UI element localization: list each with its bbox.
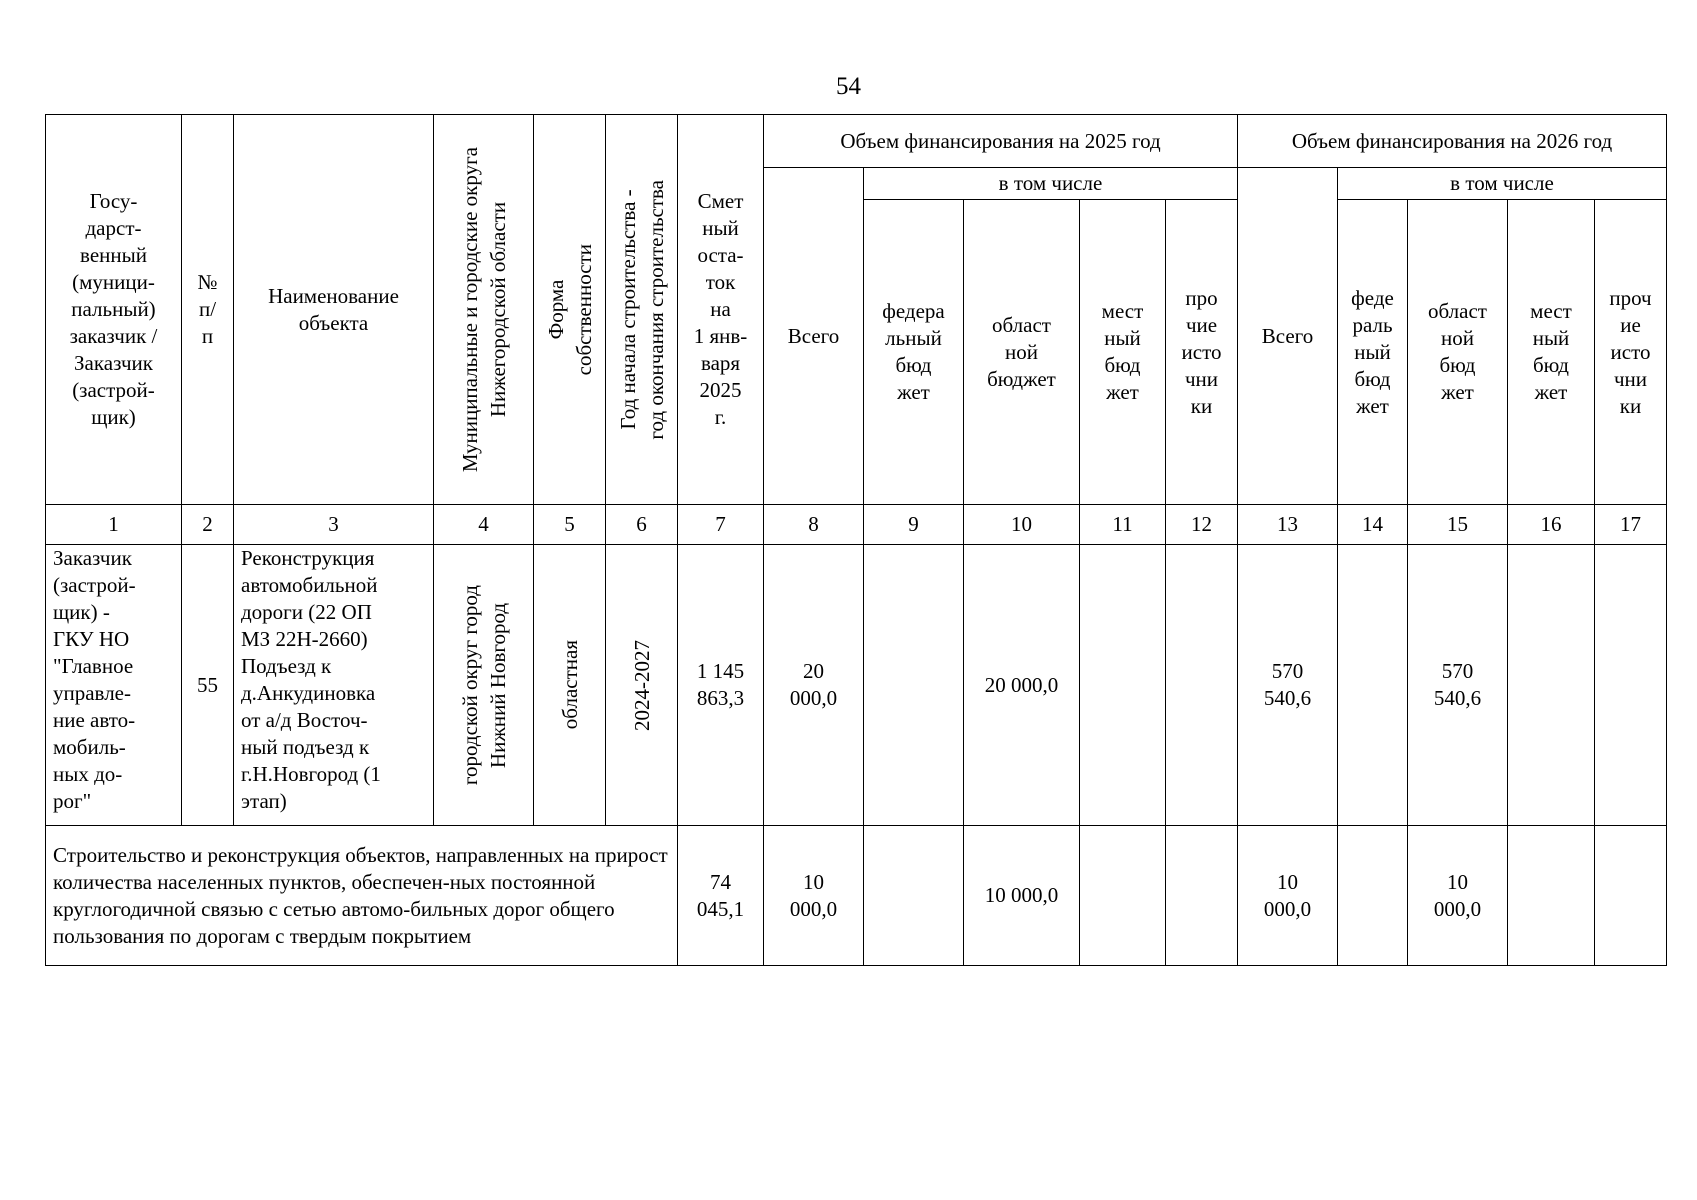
column-number: 2 [182,505,234,545]
column-number: 7 [678,505,764,545]
header-fin-2025: Объем финансирования на 2025 год [764,115,1238,168]
header-incl-2026: в том числе [1338,168,1667,200]
row-oth-2025 [1166,545,1238,826]
summary-oth-2025 [1166,826,1238,966]
summary-oth-2026 [1595,826,1667,966]
header-total-2026: Всего [1238,168,1338,505]
summary-fed-2026 [1338,826,1408,966]
column-number: 13 [1238,505,1338,545]
row-ownership: областная [534,545,606,826]
row-municipal: городской округ город Нижний Новгород [434,545,534,826]
summary-fed-2025 [864,826,964,966]
column-number: 10 [964,505,1080,545]
column-number: 6 [606,505,678,545]
column-number: 11 [1080,505,1166,545]
column-numbers-row [46,505,1667,545]
column-number: 15 [1408,505,1508,545]
column-number: 17 [1595,505,1667,545]
column-number: 3 [234,505,434,545]
summary-loc-2025 [1080,826,1166,966]
column-number: 14 [1338,505,1408,545]
page-number: 54 [836,73,861,100]
header-object-name: Наименование объекта [234,115,434,505]
summary-total-2026: 10 000,0 [1238,826,1338,966]
header-num: № п/ п [182,115,234,505]
row-loc-2025 [1080,545,1166,826]
summary-balance: 74 045,1 [678,826,764,966]
header-total-2025: Всего [764,168,864,505]
summary-label: Строительство и реконструкция объектов, направленных на прирост количества населенных пунктов, обеспечен-ных постоянной круглогодичной связью с сетью автомо-бильных дорог общего пользования по дорогам с твердым покрытием [46,826,678,966]
header-fed-2025: федера льный бюд жет [864,200,964,505]
header-years: Год начала строительства - год окончания строительства [606,115,678,505]
header-reg-2026: област ной бюд жет [1408,200,1508,505]
header-oth-2026: проч ие исто чни ки [1595,200,1667,505]
column-number: 4 [434,505,534,545]
header-loc-2026: мест ный бюд жет [1508,200,1595,505]
summary-row [46,826,1667,966]
header-ownership: Форма собственности [534,115,606,505]
row-total-2026: 570 540,6 [1238,545,1338,826]
header-fin-2026: Объем финансирования на 2026 год [1238,115,1667,168]
column-number: 12 [1166,505,1238,545]
summary-reg-2026: 10 000,0 [1408,826,1508,966]
header-reg-2025: област ной бюджет [964,200,1080,505]
row-loc-2026 [1508,545,1595,826]
header-customer: Госу- дарст- венный (муници- пальный) заказчик / Заказчик (застрой- щик) [46,115,182,505]
row-num: 55 [182,545,234,826]
row-reg-2025: 20 000,0 [964,545,1080,826]
row-total-2025: 20 000,0 [764,545,864,826]
row-balance: 1 145 863,3 [678,545,764,826]
row-customer: Заказчик (застрой- щик) - ГКУ НО "Главное управле- ние авто- мобиль- ных до- рог" [46,545,182,826]
row-oth-2026 [1595,545,1667,826]
row-object-name: Реконструкция автомобильной дороги (22 ОП МЗ 22Н-2660) Подъезд к д.Анкудиновка от а/д Восточ- ный подъезд к г.Н.Новгород (1 этап) [234,545,434,826]
column-number: 5 [534,505,606,545]
header-incl-2025: в том числе [864,168,1238,200]
summary-total-2025: 10 000,0 [764,826,864,966]
row-fed-2026 [1338,545,1408,826]
header-municipal: Муниципальные и городские округа Нижегородской области [434,115,534,505]
column-number: 9 [864,505,964,545]
row-fed-2025 [864,545,964,826]
row-years: 2024-2027 [606,545,678,826]
header-fed-2026: феде раль ный бюд жет [1338,200,1408,505]
summary-loc-2026 [1508,826,1595,966]
header-loc-2025: мест ный бюд жет [1080,200,1166,505]
header-oth-2025: про чие исто чни ки [1166,200,1238,505]
summary-reg-2025: 10 000,0 [964,826,1080,966]
column-number: 16 [1508,505,1595,545]
column-number: 1 [46,505,182,545]
financing-table [45,114,1667,966]
table-row [46,545,1667,826]
column-number: 8 [764,505,864,545]
row-reg-2026: 570 540,6 [1408,545,1508,826]
header-balance: Смет ный оста- ток на 1 янв- варя 2025 г. [678,115,764,505]
